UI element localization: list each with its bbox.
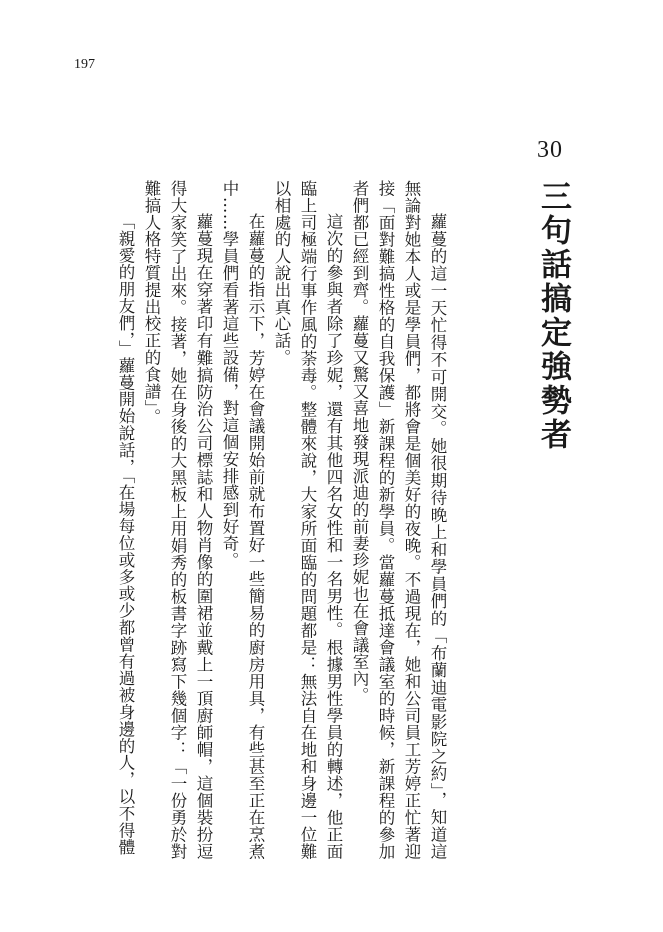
paragraph: 蘿蔓現在穿著印有難搞防治公司標誌和人物肖像的圍裙並戴上一頂廚師帽，這個裝扮逗得大家笑了出來。接著，她在身後的大黑板上用娟秀的板書字跡寫下幾個字：「一份勇於對難搞人格特質提出校正的食譜」。 — [142, 180, 213, 860]
paragraph: 蘿蔓的這一天忙得不可開交。她很期待晚上和學員們的「布蘭迪電影院之約」，知道這無論對她本人或是學員們，都將會是個美好的夜晚。不過現在，她和公司員工芳婷正忙著迎接「面對難搞性格的自我保護」新課程的新學員。當蘿蔓抵達會議室的時候，新課程的參加者們都已經到齊。蘿蔓又驚又喜地發現派迪的前妻珍妮也在會議室內。 — [350, 180, 447, 860]
paragraph: 在蘿蔓的指示下，芳婷在會議開始前就布置好一些簡易的廚房用具，有些甚至正在烹煮中……學員們看著這些設備，對這個安排感到好奇。 — [220, 180, 265, 860]
paragraph: 「親愛的朋友們，」蘿蔓開始說話，「在場每位或多或少都曾有過被身邊的人，以不得體 — [116, 213, 135, 856]
chapter-number: 30 — [537, 137, 563, 163]
chapter-title: 三句話搞定強勢者 — [535, 180, 571, 452]
page-number: 197 — [74, 57, 95, 72]
paragraph: 這次的參與者除了珍妮，還有其他四名女性和一名男性。根據男性學員的轉述，他正面臨上司極端行事作風的荼毒。整體來說，大家所面臨的問題都是：無法自在地和身邊一位難以相處的人說出真心話。 — [272, 180, 343, 860]
body-text — [100, 180, 450, 860]
